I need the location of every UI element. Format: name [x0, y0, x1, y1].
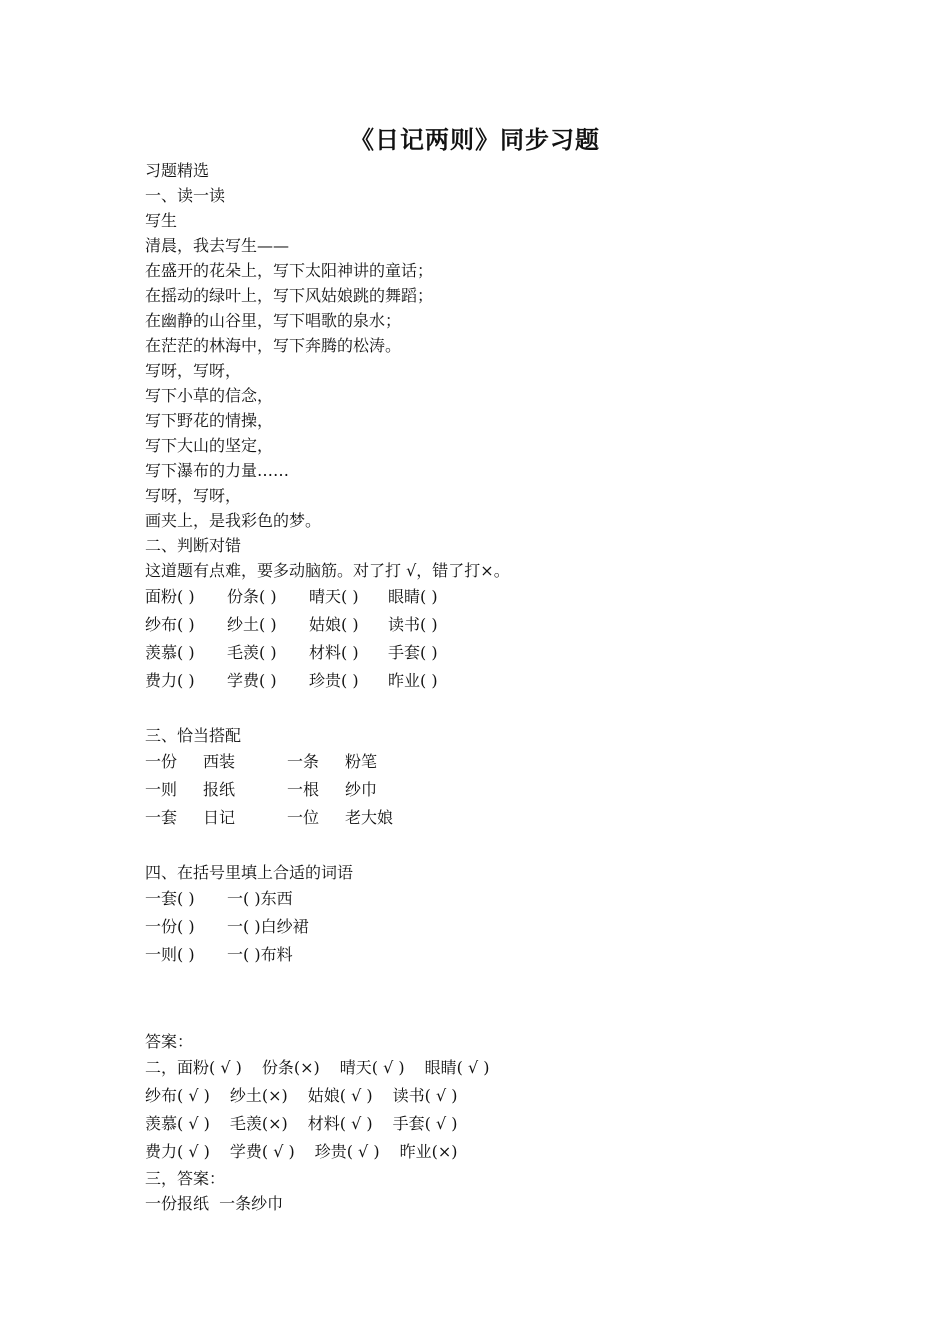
- match-item: 一份: [145, 752, 178, 771]
- answer-item: 珍贵( √ ): [314, 1142, 380, 1161]
- fill-item: 一套( ): [145, 889, 195, 908]
- answer-item: 读书( √ ): [392, 1086, 458, 1105]
- match-item: 一套: [145, 808, 178, 827]
- judge-grid: [145, 583, 865, 695]
- poem-line: 写下瀑布的力量……: [145, 461, 290, 480]
- match-item: 老大娘: [345, 808, 394, 827]
- answer-item: 费力( √ ): [145, 1142, 210, 1161]
- answers-section3-line: 一份报纸 一条纱巾: [145, 1194, 284, 1213]
- answer-item: 材料( √ ): [307, 1114, 373, 1133]
- judge-item: 珍贵( ): [309, 671, 359, 690]
- poem-line: 写呀，写呀，: [145, 361, 242, 380]
- spacer: [145, 695, 865, 723]
- answer-item: 姑娘( √ ): [307, 1086, 373, 1105]
- spacer: [145, 832, 865, 860]
- judge-item: 学费( ): [227, 671, 277, 690]
- answer-item: 晴天( √ ): [339, 1058, 405, 1077]
- judge-item: 昨业( ): [388, 671, 438, 690]
- match-item: 一条: [287, 752, 320, 771]
- judge-item: 份条( ): [227, 587, 277, 606]
- match-item: 西装: [203, 752, 236, 771]
- answer-item: 份条(×): [261, 1058, 320, 1077]
- answer-row: [145, 1082, 865, 1110]
- judge-item: 毛羡( ): [227, 643, 277, 662]
- judge-row: [145, 583, 865, 611]
- judge-row: [145, 639, 865, 667]
- fill-item: 一则( ): [145, 945, 195, 964]
- poem-line: 写下大山的坚定，: [145, 436, 274, 455]
- judge-item: 晴天( ): [309, 587, 359, 606]
- poem: [145, 208, 865, 533]
- poem-line: 写生: [145, 211, 178, 230]
- fill-row: [145, 941, 865, 969]
- judge-item: 眼睛( ): [388, 587, 438, 606]
- judge-item: 材料( ): [309, 643, 359, 662]
- poem-line: 写下野花的情操，: [145, 411, 274, 430]
- answer-item: 羡慕( √ ): [145, 1114, 210, 1133]
- match-row: [145, 776, 865, 804]
- match-item: 纱巾: [345, 780, 378, 799]
- document-body: [145, 158, 865, 1216]
- poem-line: 画夹上，是我彩色的梦。: [145, 511, 322, 530]
- answer-grid: [145, 1054, 865, 1166]
- answer-item: 眼睛( √ ): [424, 1058, 490, 1077]
- answer-row: [145, 1110, 865, 1138]
- answer-item: 纱土(×): [229, 1086, 288, 1105]
- answer-item: 手套( √ ): [392, 1114, 458, 1133]
- page-title: 《日记两则》同步习题: [350, 126, 600, 154]
- section3-heading: 三、恰当搭配: [145, 726, 242, 745]
- fill-item: 一份( ): [145, 917, 195, 936]
- judge-row: [145, 667, 865, 695]
- match-item: 一位: [287, 808, 320, 827]
- poem-line: 写呀，写呀，: [145, 486, 242, 505]
- match-item: 一根: [287, 780, 320, 799]
- poem-line: 清晨，我去写生——: [145, 236, 290, 255]
- poem-line: 写下小草的信念，: [145, 386, 274, 405]
- answer-item: 二，面粉( √ ): [145, 1058, 242, 1077]
- section2-instruction: 这道题有点难，要多动脑筋。对了打 √，错了打×。: [145, 561, 510, 580]
- match-row: [145, 748, 865, 776]
- answer-row: [145, 1138, 865, 1166]
- judge-item: 读书( ): [388, 615, 438, 634]
- judge-item: 费力( ): [145, 671, 195, 690]
- match-item: 报纸: [203, 780, 236, 799]
- fill-row: [145, 885, 865, 913]
- judge-item: 羡慕( ): [145, 643, 195, 662]
- judge-item: 面粉( ): [145, 587, 195, 606]
- spacer: [145, 969, 865, 1029]
- poem-line: 在幽静的山谷里，写下唱歌的泉水；: [145, 311, 402, 330]
- answer-item: 学费( √ ): [229, 1142, 295, 1161]
- fill-item: 一( )东西: [227, 889, 293, 908]
- match-item: 粉笔: [345, 752, 378, 771]
- match-item: 一则: [145, 780, 178, 799]
- match-grid: [145, 748, 865, 832]
- fill-grid: [145, 885, 865, 969]
- section2-heading: 二、判断对错: [145, 536, 242, 555]
- answer-item: 毛羡(×): [229, 1114, 288, 1133]
- poem-line: 在摇动的绿叶上，写下风姑娘跳的舞蹈；: [145, 286, 434, 305]
- match-item: 日记: [203, 808, 236, 827]
- section-heading: 习题精选: [145, 161, 210, 180]
- answer-item: 昨业(×): [399, 1142, 458, 1161]
- poem-line: 在茫茫的林海中，写下奔腾的松涛。: [145, 336, 402, 355]
- fill-item: 一( )布料: [227, 945, 293, 964]
- poem-line: 在盛开的花朵上，写下太阳神讲的童话；: [145, 261, 434, 280]
- judge-item: 纱布( ): [145, 615, 195, 634]
- fill-row: [145, 913, 865, 941]
- judge-item: 手套( ): [388, 643, 438, 662]
- section4-heading: 四、在括号里填上合适的词语: [145, 863, 354, 882]
- section1-heading: 一、读一读: [145, 186, 226, 205]
- answers-heading: 答案：: [145, 1032, 194, 1051]
- match-row: [145, 804, 865, 832]
- answer-row: [145, 1054, 865, 1082]
- judge-item: 纱土( ): [227, 615, 277, 634]
- answers-section3-heading: 三，答案：: [145, 1169, 226, 1188]
- fill-item: 一( )白纱裙: [227, 917, 309, 936]
- judge-item: 姑娘( ): [309, 615, 359, 634]
- answer-item: 纱布( √ ): [145, 1086, 210, 1105]
- judge-row: [145, 611, 865, 639]
